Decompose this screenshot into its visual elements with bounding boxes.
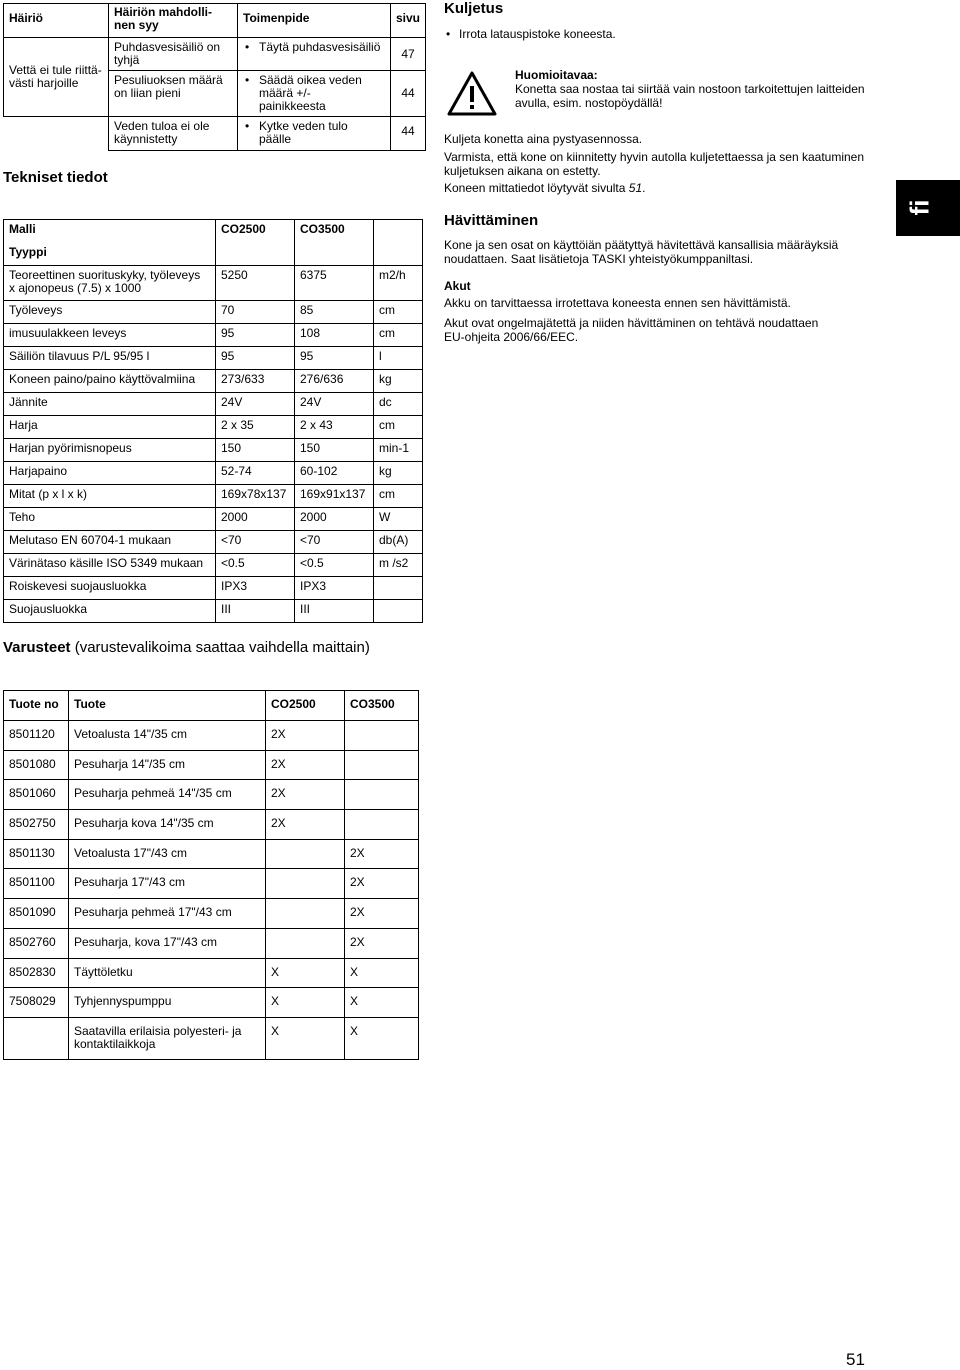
- spec-unit: min-1: [374, 439, 423, 462]
- spec-v2: 2000: [295, 508, 374, 531]
- spec-v1: IPX3: [216, 577, 295, 600]
- cause-cell: Veden tuloa ei ole käynnistetty: [109, 117, 238, 151]
- spec-v1: 5250: [216, 266, 295, 301]
- spec-unit: kg: [374, 370, 423, 393]
- spec-v2: III: [295, 600, 374, 623]
- havittaminen-p2: Akku on tarvittaessa irrotettava koneesta ennen sen hävittämistä.: [444, 296, 791, 310]
- spec-label: Harja: [4, 416, 216, 439]
- spec-label: Mitat (p x l x k): [4, 485, 216, 508]
- spec-unit: l: [374, 347, 423, 370]
- spec-unit: db(A): [374, 531, 423, 554]
- accessory-row: [4, 839, 419, 869]
- akut-title: Akut: [444, 279, 471, 293]
- spec-v1: 24V: [216, 393, 295, 416]
- spec-unit: m /s2: [374, 554, 423, 577]
- spec-row: [4, 485, 423, 508]
- accessory-no: 8501090: [4, 899, 69, 929]
- spec-unit: kg: [374, 462, 423, 485]
- spec-v2: 85: [295, 301, 374, 324]
- spec-v1: 2 x 35: [216, 416, 295, 439]
- accessory-c1: X: [266, 1017, 345, 1059]
- specs-malli: Malli: [4, 220, 216, 243]
- spec-row: [4, 416, 423, 439]
- accessory-row: [4, 899, 419, 929]
- accessory-c1: X: [266, 988, 345, 1018]
- kuljetus-title: Kuljetus: [444, 0, 504, 17]
- spec-row: [4, 508, 423, 531]
- accessory-c1: 2X: [266, 780, 345, 810]
- accessory-no: 8501120: [4, 721, 69, 751]
- spec-v1: 95: [216, 324, 295, 347]
- accessory-name: Pesuharja 14"/35 cm: [69, 750, 266, 780]
- spec-v1: 169x78x137: [216, 485, 295, 508]
- specs-col1: CO2500: [216, 220, 295, 266]
- specs-unit-head: [374, 220, 423, 266]
- accessory-c1: 2X: [266, 721, 345, 751]
- accessories-table: [3, 690, 419, 1060]
- accessory-row: [4, 928, 419, 958]
- kuljetus-p1: Kuljeta konetta aina pystyasennossa.: [444, 132, 643, 146]
- warning-icon: [447, 70, 497, 116]
- accessory-name: Tyhjennyspumppu: [69, 988, 266, 1018]
- spec-unit: W: [374, 508, 423, 531]
- accessory-c2: [345, 810, 419, 840]
- header-cause: Häiriön mahdolli- nen syy: [109, 4, 238, 38]
- spec-label: Koneen paino/paino käyttövalmiina: [4, 370, 216, 393]
- acc-header-co3500: CO3500: [345, 691, 419, 721]
- spec-label: Roiskevesi suojausluokka: [4, 577, 216, 600]
- spec-v2: 6375: [295, 266, 374, 301]
- spec-v2: 150: [295, 439, 374, 462]
- accessories-title: Varusteet (varustevalikoima saattaa vaihdella maittain): [3, 639, 370, 656]
- header-fault: Häiriö: [4, 4, 109, 38]
- spec-label: Harjan pyörimisnopeus: [4, 439, 216, 462]
- acc-header-no: Tuote no: [4, 691, 69, 721]
- spec-v2: IPX3: [295, 577, 374, 600]
- spec-row: [4, 301, 423, 324]
- spec-unit: cm: [374, 485, 423, 508]
- accessory-name: Saatavilla erilaisia polyesteri- ja kontaktilaikkoja: [69, 1017, 266, 1059]
- accessory-c2: 2X: [345, 869, 419, 899]
- accessory-c2: X: [345, 1017, 419, 1059]
- accessory-c1: [266, 839, 345, 869]
- accessory-name: Pesuharja pehmeä 17"/43 cm: [69, 899, 266, 929]
- spec-unit: cm: [374, 301, 423, 324]
- spec-row: [4, 554, 423, 577]
- spec-label: imusuulakkeen leveys: [4, 324, 216, 347]
- troubleshooting-table: [3, 3, 426, 151]
- spec-unit: cm: [374, 324, 423, 347]
- page-cell: 47: [391, 38, 426, 71]
- spec-row: [4, 324, 423, 347]
- cause-cell: Puhdasvesisäiliö on tyhjä: [109, 38, 238, 71]
- accessory-name: Vetoalusta 14"/35 cm: [69, 721, 266, 751]
- acc-header-co2500: CO2500: [266, 691, 345, 721]
- spec-v1: 2000: [216, 508, 295, 531]
- spec-v2: 2 x 43: [295, 416, 374, 439]
- page-cell: 44: [391, 117, 426, 151]
- spec-row: [4, 462, 423, 485]
- accessory-name: Täyttöletku: [69, 958, 266, 988]
- spec-unit: [374, 577, 423, 600]
- accessory-no: 8501080: [4, 750, 69, 780]
- specs-table: [3, 219, 423, 623]
- accessory-c1: X: [266, 958, 345, 988]
- accessory-c1: [266, 869, 345, 899]
- accessory-row: [4, 958, 419, 988]
- specs-tyyppi: Tyyppi: [4, 243, 216, 266]
- accessory-c1: [266, 899, 345, 929]
- spec-v1: 150: [216, 439, 295, 462]
- accessory-c2: X: [345, 958, 419, 988]
- empty-cell: [4, 117, 109, 151]
- spec-row: [4, 600, 423, 623]
- accessory-no: 8501100: [4, 869, 69, 899]
- spec-row: [4, 531, 423, 554]
- accessory-row: [4, 810, 419, 840]
- spec-v1: 273/633: [216, 370, 295, 393]
- accessory-row: [4, 721, 419, 751]
- accessory-c1: [266, 928, 345, 958]
- spec-label: Melutaso EN 60704-1 mukaan: [4, 531, 216, 554]
- spec-v2: 276/636: [295, 370, 374, 393]
- spec-row: [4, 577, 423, 600]
- havittaminen-p1: Kone ja sen osat on käyttöiän päätyttyä hävitettävä kansallisia määräyksiä noudattaen. Saat lisätietoja TASKI yhteistyökumppaniltasi.: [444, 238, 839, 266]
- spec-label: Työleveys: [4, 301, 216, 324]
- spec-v2: 108: [295, 324, 374, 347]
- spec-row: [4, 393, 423, 416]
- page-cell: 44: [391, 71, 426, 117]
- accessory-c2: [345, 780, 419, 810]
- header-action: Toimenpide: [238, 4, 391, 38]
- kuljetus-p3: Koneen mittatiedot löytyvät sivulta 51.: [444, 181, 646, 195]
- spec-label: Suojausluokka: [4, 600, 216, 623]
- acc-header-name: Tuote: [69, 691, 266, 721]
- accessory-row: [4, 750, 419, 780]
- accessory-no: [4, 1017, 69, 1059]
- action-cell: • Kytke veden tulo päälle: [238, 117, 391, 151]
- spec-unit: dc: [374, 393, 423, 416]
- spec-label: Värinätaso käsille ISO 5349 mukaan: [4, 554, 216, 577]
- accessory-no: 8502830: [4, 958, 69, 988]
- spec-unit: [374, 600, 423, 623]
- accessory-no: 7508029: [4, 988, 69, 1018]
- spec-v1: <70: [216, 531, 295, 554]
- accessory-name: Pesuharja 17"/43 cm: [69, 869, 266, 899]
- accessory-name: Pesuharja pehmeä 14"/35 cm: [69, 780, 266, 810]
- spec-row: [4, 347, 423, 370]
- spec-v2: 60-102: [295, 462, 374, 485]
- accessory-c1: 2X: [266, 750, 345, 780]
- accessory-c1: 2X: [266, 810, 345, 840]
- spec-row: [4, 439, 423, 462]
- spec-v1: 52-74: [216, 462, 295, 485]
- kuljetus-p2: Varmista, että kone on kiinnitetty hyvin autolla kuljetettaessa ja sen kaatuminen kuljetuksen aikana on estetty.: [444, 150, 865, 178]
- action-cell: • Säädä oikea veden määrä +/- painikkeesta: [238, 71, 391, 117]
- spec-v1: <0.5: [216, 554, 295, 577]
- language-tab: fi: [896, 180, 960, 236]
- spec-label: Harjapaino: [4, 462, 216, 485]
- spec-row: [4, 370, 423, 393]
- spec-label: Jännite: [4, 393, 216, 416]
- accessory-no: 8502760: [4, 928, 69, 958]
- accessory-c2: 2X: [345, 928, 419, 958]
- spec-v2: 24V: [295, 393, 374, 416]
- spec-v2: <0.5: [295, 554, 374, 577]
- accessory-row: [4, 869, 419, 899]
- kuljetus-bullet: • Irrota latauspistoke koneesta.: [459, 27, 616, 41]
- warning-text: Huomioitavaa: Konetta saa nostaa tai siirtää vain nostoon tarkoitettujen laitteiden avulla, esim. nostopöydällä!: [515, 68, 865, 110]
- spec-v1: 95: [216, 347, 295, 370]
- accessory-row: [4, 1017, 419, 1059]
- spec-label: Teoreettinen suorituskyky, työleveys x ajonopeus (7.5) x 1000: [4, 266, 216, 301]
- accessory-c2: 2X: [345, 839, 419, 869]
- action-cell: • Täytä puhdasvesisäiliö: [238, 38, 391, 71]
- spec-v1: III: [216, 600, 295, 623]
- accessory-c2: [345, 750, 419, 780]
- spec-label: Teho: [4, 508, 216, 531]
- accessory-no: 8501130: [4, 839, 69, 869]
- spec-v2: 95: [295, 347, 374, 370]
- accessory-name: Pesuharja, kova 17"/43 cm: [69, 928, 266, 958]
- page-number: 51: [846, 1350, 865, 1369]
- spec-v2: <70: [295, 531, 374, 554]
- accessory-no: 8501060: [4, 780, 69, 810]
- spec-v2: 169x91x137: [295, 485, 374, 508]
- specs-title: Tekniset tiedot: [3, 169, 108, 186]
- accessory-row: [4, 780, 419, 810]
- cause-cell: Pesuliuoksen määrä on liian pieni: [109, 71, 238, 117]
- accessory-c2: [345, 721, 419, 751]
- havittaminen-title: Hävittäminen: [444, 212, 539, 229]
- accessory-c2: X: [345, 988, 419, 1018]
- specs-col2: CO3500: [295, 220, 374, 266]
- fault-cell: Vettä ei tule riittä- västi harjoille: [4, 38, 109, 117]
- spec-unit: m2/h: [374, 266, 423, 301]
- accessory-row: [4, 988, 419, 1018]
- accessory-c2: 2X: [345, 899, 419, 929]
- spec-unit: cm: [374, 416, 423, 439]
- spec-label: Säiliön tilavuus P/L 95/95 l: [4, 347, 216, 370]
- accessory-name: Vetoalusta 17"/43 cm: [69, 839, 266, 869]
- accessory-no: 8502750: [4, 810, 69, 840]
- spec-v1: 70: [216, 301, 295, 324]
- header-page: sivu: [391, 4, 426, 38]
- havittaminen-p3: Akut ovat ongelmajätettä ja niiden hävittäminen on tehtävä noudattaen EU-ohjeita 2006/66/EEC.: [444, 316, 819, 344]
- spec-row: [4, 266, 423, 301]
- accessory-name: Pesuharja kova 14"/35 cm: [69, 810, 266, 840]
